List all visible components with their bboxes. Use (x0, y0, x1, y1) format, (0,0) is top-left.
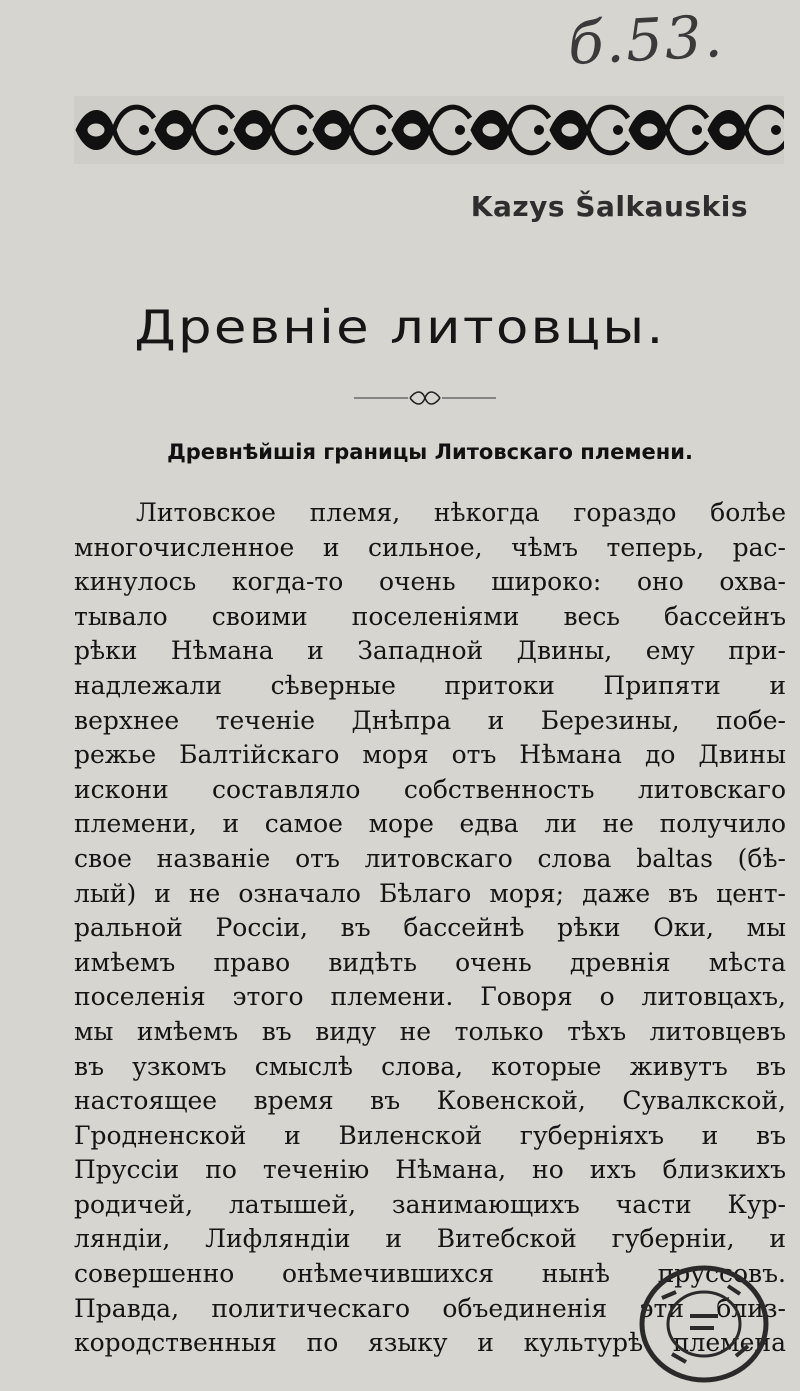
text-line: совершенно онѣмечившихся нынѣ пруссовъ. (74, 1259, 786, 1289)
text-line: имѣемъ право видѣть очень древнія мѣста (74, 947, 786, 977)
text-line: режье Балтійскаго моря отъ Нѣмана до Двины (74, 740, 786, 770)
text-line: тывало своими поселеніями весь бассейнъ (74, 601, 786, 631)
text-line: кинулось когда-то очень широко: оно охва- (74, 567, 786, 597)
text-line: искони составляло собственность литовскаго (74, 774, 786, 804)
section-heading: Древнѣйшія границы Литовскаго племени. (167, 440, 693, 464)
text-line: Правда, политическаго объединенія эти близ- (74, 1293, 786, 1323)
text-line: мы имѣемъ въ виду не только тѣхъ литовцевъ (74, 1016, 786, 1046)
header-ornament-band (74, 96, 784, 164)
text-line: въ узкомъ смыслѣ слова, которые живутъ въ (74, 1051, 786, 1081)
text-line: рѣки Нѣмана и Западной Двины, ему при- (74, 636, 786, 666)
text-line: многочисленное и сильное, чѣмъ теперь, рас- (74, 532, 786, 562)
text-line: лый) и не означало Бѣлаго моря; даже въ цент- (74, 878, 786, 908)
title-divider-flourish (350, 386, 500, 410)
text-line: ляндіи, Лифляндіи и Витебской губерніи, и (74, 1224, 786, 1254)
text-line: поселенія этого племени. Говоря о литовцахъ, (74, 982, 786, 1012)
text-line: Литовское племя, нѣкогда гораздо болѣе (136, 498, 786, 527)
text-line: Гродненской и Виленской губерніяхъ и въ (74, 1120, 786, 1150)
text-line: ральной Россіи, въ бассейнѣ рѣки Оки, мы (74, 913, 786, 943)
text-line: верхнее теченіе Днѣпра и Березины, побе- (74, 705, 786, 735)
library-stamp (632, 1258, 772, 1384)
page-title: Древніе литовцы. (134, 300, 666, 354)
text-line: надлежали сѣверные притоки Припяти и (74, 670, 786, 700)
text-line: настоящее время въ Ковенской, Сувалкской, (74, 1086, 786, 1116)
owner-signature: Kazys Šalkauskis (470, 190, 748, 223)
text-line: родичей, латышей, занимающихъ части Кур- (74, 1189, 786, 1219)
text-line: Пруссіи по теченію Нѣмана, но ихъ близкихъ (74, 1155, 786, 1185)
text-line: кородственныя по языку и культурѣ племена (74, 1328, 786, 1358)
handwritten-shelfmark: б.53. (566, 1, 726, 79)
body-paragraph (74, 496, 786, 1361)
text-line: свое названіе отъ литовскаго слова baltas (бѣ- (74, 843, 786, 873)
text-line: племени, и самое море едва ли не получило (74, 809, 786, 839)
